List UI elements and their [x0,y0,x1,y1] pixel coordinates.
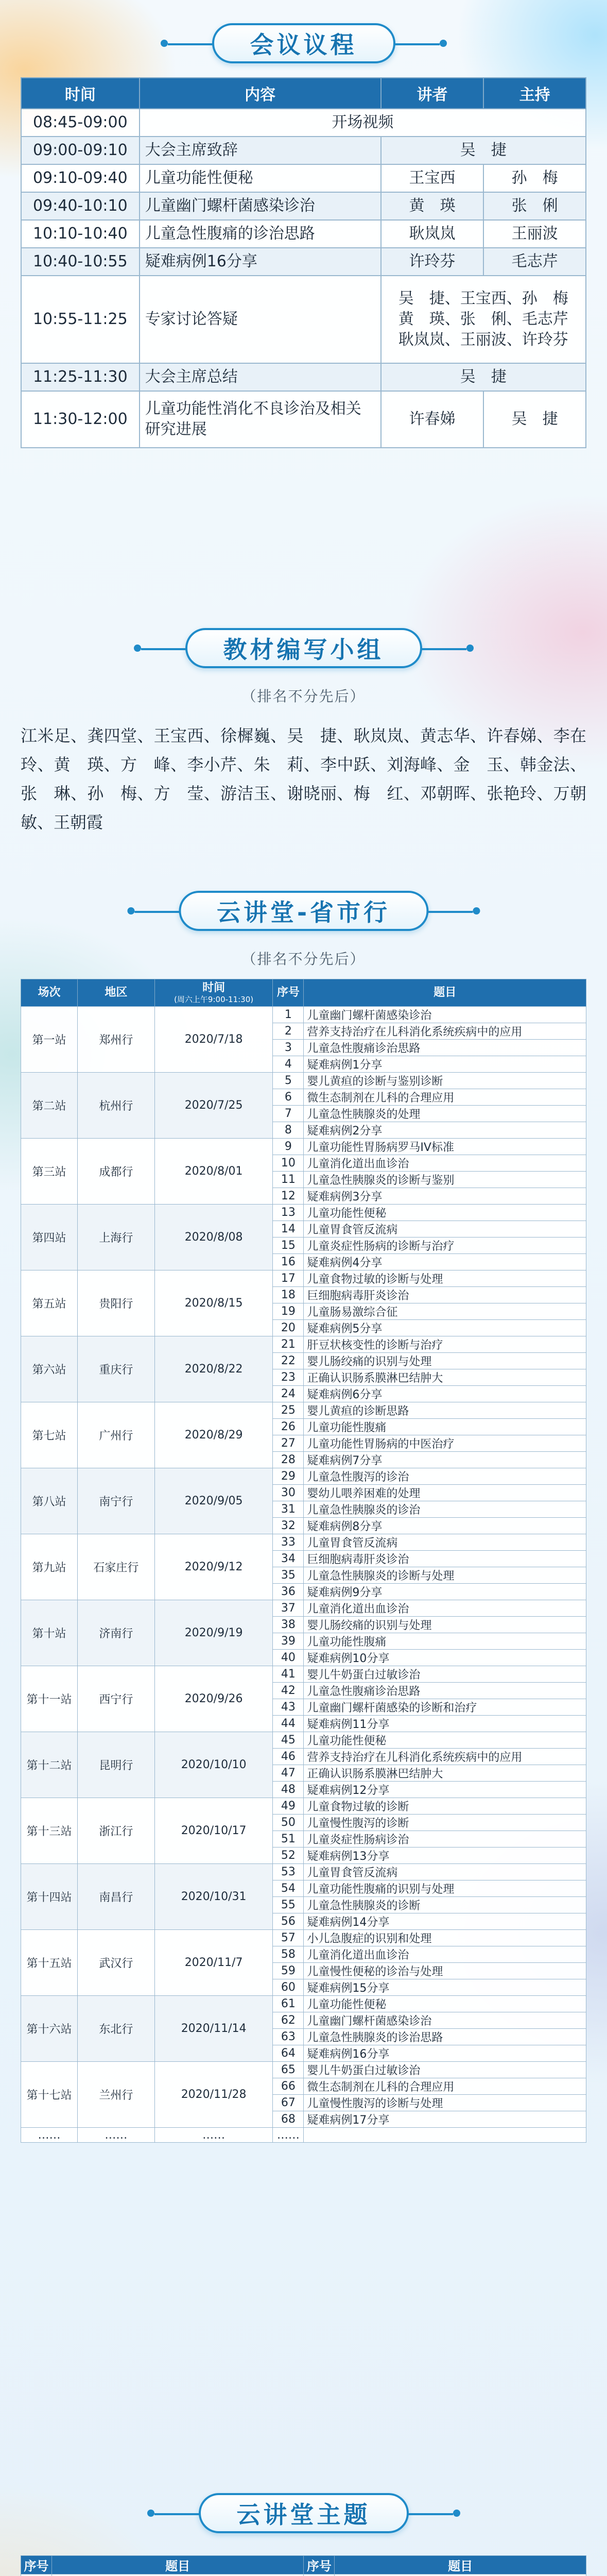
rank-note: （排名不分先后） [241,951,366,968]
tour-date: 2020/8/01 [154,1139,273,1205]
tour-item-no: 52 [273,1848,304,1864]
agenda-content: 大会主席致辞 [140,137,381,164]
tour-row [21,1666,586,1683]
tour-item-topic: 儿童急性胰腺炎的诊断 [304,1897,586,1913]
topics-no [21,2574,52,2576]
tour-item-no: 63 [273,2029,304,2045]
tour-item-topic: 肝豆状核变性的诊断与治疗 [304,1336,586,1353]
tour-stop: 第七站 [21,1402,78,1468]
tour-stop: 第十七站 [21,2062,78,2128]
agenda-row [21,363,586,391]
tour-item-no: 32 [273,1518,304,1534]
tour-item-topic: 婴儿牛奶蛋白过敏诊治 [304,2062,586,2078]
tour-item-no: 1 [273,1007,304,1023]
tour-item-no: 45 [273,1732,304,1749]
section-title-agenda: 会议议程 [250,31,357,59]
tour-item-no: 5 [273,1073,304,1089]
tour-item-topic: 小儿急腹症的识别和处理 [304,1930,586,1946]
tour-item-no: 15 [273,1238,304,1254]
tour-item-topic: 儿童功能性便秘 [304,1205,586,1221]
tour-stop: 第十五站 [21,1930,78,1996]
tour-item-no: 11 [273,1172,304,1188]
agenda-time: 10:55-11:25 [21,276,140,363]
tour-row [21,1996,586,2012]
agenda-time: 08:45-09:00 [21,109,140,137]
tour-item-topic: 儿童食物过敏的诊断与处理 [304,1270,586,1287]
tour-item-topic: 疑难病例16分享 [304,2045,586,2062]
agenda-row [21,248,586,276]
topics-title [335,2574,586,2576]
agenda-header-time: 时间 [21,78,140,109]
tour-ellipsis: …… [77,2128,154,2143]
tour-item-no: 2 [273,1023,304,1040]
tour-city: 杭州行 [77,1073,154,1139]
tour-row [21,2062,586,2078]
tour-date: 2020/10/17 [154,1798,273,1864]
agenda-table [21,77,586,448]
tour-item-no: 29 [273,1468,304,1485]
tour-item-no: 6 [273,1089,304,1106]
tour-item-topic: 营养支持治疗在儿科消化系统疾病中的应用 [304,1023,586,1040]
section-banner-textbook [185,623,422,673]
tour-row [21,1007,586,1023]
tour-item-topic: 婴儿黄疸的诊断思路 [304,1402,586,1419]
agenda-content: 疑难病例16分享 [140,248,381,276]
tour-item-topic: 儿童急性胰腺炎的诊断与鉴别 [304,1172,586,1188]
tour-stop: 第二站 [21,1073,78,1139]
tour-item-no: 60 [273,1979,304,1996]
tour-item-topic: 儿童胃食管反流病 [304,1864,586,1880]
tour-item-topic: 儿童食物过敏的诊断 [304,1798,586,1815]
tour-row [21,1139,586,1155]
tour-stop: 第三站 [21,1139,78,1205]
tour-item-topic: 疑难病例15分享 [304,1979,586,1996]
tour-item-no: 56 [273,1913,304,1930]
tour-date: 2020/8/22 [154,1336,273,1402]
tour-item-topic: 疑难病例1分享 [304,1056,586,1073]
tour-item-topic: 儿童急性胰腺炎的处理 [304,1106,586,1122]
tour-item-no: 30 [273,1485,304,1501]
agenda-content: 开场视频 [140,109,586,137]
tour-header-time-sub: (周六上午9:00-11:30) [174,995,254,1004]
tour-item-no: 28 [273,1452,304,1468]
tour-row [21,1930,586,1946]
tour-item-topic: 疑难病例17分享 [304,2111,586,2128]
tour-stop: 第五站 [21,1270,78,1336]
tour-item-topic: 巨细胞病毒肝炎诊治 [304,1287,586,1303]
tour-item-no: 44 [273,1716,304,1732]
tour-item-topic: 疑难病例4分享 [304,1254,586,1270]
tour-city: 兰州行 [77,2062,154,2128]
agenda-time: 10:10-10:40 [21,220,140,248]
tour-row [21,1732,586,1749]
tour-item-no: 4 [273,1056,304,1073]
tour-item-no: 14 [273,1221,304,1238]
tour-item-no: 25 [273,1402,304,1419]
tour-item-no: 53 [273,1864,304,1880]
tour-item-no: 23 [273,1369,304,1386]
tour-city: 浙江行 [77,1798,154,1864]
tour-item-no: 9 [273,1139,304,1155]
agenda-speaker: 吴 捷 [381,363,586,391]
rank-note: （排名不分先后） [241,688,366,705]
tour-ellipsis [304,2128,586,2143]
tour-table [21,979,586,2143]
agenda-content: 儿童功能性便秘 [140,164,381,192]
textbook-names: 江米足、龚四堂、王宝西、徐樨巍、吴 捷、耿岚岚、黄志华、许春娣、李在玲、黄 瑛、方 峰、李小芹、朱 莉、李中跃、刘海峰、金 玉、韩金法、张 琳、孙 梅、方 莹、游洁玉、谢晓丽、梅 红、邓朝晖、张艳玲、万朝敏、王朝霞 [21,726,586,832]
tour-stop: 第六站 [21,1336,78,1402]
section-title-textbook: 教材编写小组 [223,636,384,664]
tour-item-no: 3 [273,1040,304,1056]
agenda-row [21,164,586,192]
tour-item-no: 31 [273,1501,304,1518]
tour-date: 2020/10/31 [154,1864,273,1930]
tour-city: 武汉行 [77,1930,154,1996]
topics-title [51,2574,303,2576]
tour-date: 2020/9/12 [154,1534,273,1600]
tour-item-topic: 儿童消化道出血诊治 [304,1946,586,1963]
tour-date: 2020/11/28 [154,2062,273,2128]
tour-row [21,1600,586,1617]
tour-date: 2020/8/15 [154,1270,273,1336]
tour-item-topic: 疑难病例3分享 [304,1188,586,1205]
agenda-content: 大会主席总结 [140,363,381,391]
agenda-panel-speakers: 吴 捷、王宝西、孙 梅 黄 瑛、张 俐、毛志芹 耿岚岚、王丽波、许玲芬 [381,276,586,363]
tour-city: 石家庄行 [77,1534,154,1600]
tour-item-no: 48 [273,1782,304,1798]
agenda-row [21,391,586,448]
tour-item-no: 7 [273,1106,304,1122]
tour-row [21,1534,586,1551]
agenda-header-speaker: 讲者 [381,78,484,109]
tour-item-topic: 儿童胃食管反流病 [304,1221,586,1238]
tour-item-topic: 营养支持治疗在儿科消化系统疾病中的应用 [304,1749,586,1765]
tour-ellipsis: …… [21,2128,78,2143]
tour-item-topic: 儿童胃食管反流病 [304,1534,586,1551]
tour-item-topic: 儿童幽门螺杆菌感染的诊断和治疗 [304,1699,586,1716]
tour-city: 济南行 [77,1600,154,1666]
tour-item-no: 17 [273,1270,304,1287]
tour-item-no: 21 [273,1336,304,1353]
tour-item-topic: 儿童功能性胃肠病罗马IV标准 [304,1139,586,1155]
tour-item-no: 22 [273,1353,304,1369]
tour-stop: 第十四站 [21,1864,78,1930]
agenda-host: 吴 捷 [483,391,586,448]
tour-date: 2020/9/19 [154,1600,273,1666]
agenda-time: 09:10-09:40 [21,164,140,192]
tour-row [21,1205,586,1221]
tour-item-no: 66 [273,2078,304,2095]
agenda-speaker: 王宝西 [381,164,484,192]
tour-item-topic: 疑难病例10分享 [304,1650,586,1666]
tour-row [21,1468,586,1485]
tour-item-topic: 疑难病例13分享 [304,1848,586,1864]
agenda-host: 孙 梅 [483,164,586,192]
tour-city: 东北行 [77,1996,154,2062]
tour-city: 重庆行 [77,1336,154,1402]
tour-item-topic: 微生态制剂在儿科的合理应用 [304,1089,586,1106]
tour-item-no: 12 [273,1188,304,1205]
agenda-content: 儿童急性腹痛的诊治思路 [140,220,381,248]
tour-date: 2020/8/29 [154,1402,273,1468]
tour-item-no: 34 [273,1551,304,1567]
tour-row [21,1798,586,1815]
agenda-time: 11:25-11:30 [21,363,140,391]
tour-header-city: 地区 [77,979,154,1007]
tour-city: 上海行 [77,1205,154,1270]
tour-row [21,1402,586,1419]
tour-item-topic: 婴幼儿喂养困难的处理 [304,1485,586,1501]
tour-date: 2020/11/14 [154,1996,273,2062]
agenda-time: 09:00-09:10 [21,137,140,164]
tour-item-topic: 儿童功能性便秘 [304,1996,586,2012]
tour-item-topic: 疑难病例11分享 [304,1716,586,1732]
agenda-speaker: 耿岚岚 [381,220,484,248]
tour-item-topic: 正确认识肠系膜淋巴结肿大 [304,1369,586,1386]
tour-item-no: 68 [273,2111,304,2128]
tour-item-no: 20 [273,1320,304,1336]
agenda-speaker: 吴 捷 [381,137,586,164]
tour-item-no: 24 [273,1386,304,1402]
agenda-time: 09:40-10:10 [21,192,140,220]
tour-item-topic: 儿童幽门螺杆菌感染诊治 [304,1007,586,1023]
tour-item-no: 40 [273,1650,304,1666]
tour-header-topic: 题目 [304,979,586,1007]
tour-item-no: 39 [273,1633,304,1650]
tour-item-no: 64 [273,2045,304,2062]
tour-item-topic: 儿童功能性胃肠病的中医治疗 [304,1435,586,1452]
topics-table [21,2555,586,2576]
tour-header-time: 时间 (周六上午9:00-11:30) [154,979,273,1007]
tour-item-topic: 儿童功能性腹痛的识别与处理 [304,1880,586,1897]
tour-city: 南宁行 [77,1468,154,1534]
tour-item-no: 46 [273,1749,304,1765]
tour-item-topic: 疑难病例14分享 [304,1913,586,1930]
tour-item-topic: 疑难病例6分享 [304,1386,586,1402]
tour-item-no: 19 [273,1303,304,1320]
tour-date: 2020/7/18 [154,1007,273,1073]
tour-city: 西宁行 [77,1666,154,1732]
tour-ellipsis: …… [273,2128,304,2143]
tour-item-topic: 疑难病例12分享 [304,1782,586,1798]
tour-item-topic: 疑难病例8分享 [304,1518,586,1534]
tour-item-no: 47 [273,1765,304,1782]
topics-header-no: 序号 [21,2556,52,2574]
agenda-row [21,192,586,220]
tour-row-ellipsis [21,2128,586,2143]
tour-stop: 第十六站 [21,1996,78,2062]
tour-stop: 第十站 [21,1600,78,1666]
tour-item-no: 43 [273,1699,304,1716]
tour-item-no: 8 [273,1122,304,1139]
tour-item-no: 42 [273,1683,304,1699]
agenda-host: 张 俐 [483,192,586,220]
agenda-speaker: 许春娣 [381,391,484,448]
tour-item-no: 59 [273,1963,304,1979]
tour-date: 2020/9/05 [154,1468,273,1534]
tour-item-no: 51 [273,1831,304,1848]
tour-item-no: 65 [273,2062,304,2078]
section-title-tour: 云讲堂-省市行 [216,899,391,926]
tour-item-no: 35 [273,1567,304,1584]
tour-item-topic: 疑难病例5分享 [304,1320,586,1336]
tour-item-topic: 儿童肠易激综合征 [304,1303,586,1320]
tour-item-topic: 儿童急性腹泻的诊治 [304,1468,586,1485]
tour-item-no: 54 [273,1880,304,1897]
topics-no [304,2574,335,2576]
tour-item-topic: 儿童功能性腹痛 [304,1419,586,1435]
tour-stop: 第四站 [21,1205,78,1270]
tour-city: 广州行 [77,1402,154,1468]
section-title-topics: 云讲堂主题 [236,2501,371,2529]
agenda-content: 儿童幽门螺杆菌感染诊治 [140,192,381,220]
tour-stop: 第八站 [21,1468,78,1534]
tour-item-no: 41 [273,1666,304,1683]
agenda-content: 儿童功能性消化不良诊治及相关研究进展 [140,391,381,448]
topics-header-title: 题目 [51,2556,303,2574]
tour-item-no: 58 [273,1946,304,1963]
agenda-time: 10:40-10:55 [21,248,140,276]
tour-item-topic: 婴儿黄疸的诊断与鉴别诊断 [304,1073,586,1089]
tour-item-topic: 婴儿牛奶蛋白过敏诊治 [304,1666,586,1683]
tour-item-no: 18 [273,1287,304,1303]
agenda-host: 毛志芹 [483,248,586,276]
tour-city: 贵阳行 [77,1270,154,1336]
tour-item-topic: 儿童急性胰腺炎的诊治思路 [304,2029,586,2045]
tour-item-no: 27 [273,1435,304,1452]
tour-city: 郑州行 [77,1007,154,1073]
tour-item-no: 33 [273,1534,304,1551]
tour-date: 2020/8/08 [154,1205,273,1270]
topics-header-no: 序号 [304,2556,335,2574]
tour-item-topic: 正确认识肠系膜淋巴结肿大 [304,1765,586,1782]
tour-item-topic: 儿童功能性腹痛 [304,1633,586,1650]
tour-item-topic: 儿童慢性便秘的诊治与处理 [304,1963,586,1979]
tour-item-no: 38 [273,1617,304,1633]
tour-item-topic: 婴儿肠绞痛的识别与处理 [304,1353,586,1369]
tour-item-no: 37 [273,1600,304,1617]
tour-header-no: 序号 [273,979,304,1007]
tour-city: 成都行 [77,1139,154,1205]
tour-city: 昆明行 [77,1732,154,1798]
tour-item-topic: 疑难病例9分享 [304,1584,586,1600]
tour-item-no: 57 [273,1930,304,1946]
agenda-host: 王丽波 [483,220,586,248]
tour-item-topic: 儿童炎症性肠病诊治 [304,1831,586,1848]
topics-header-title: 题目 [335,2556,586,2574]
agenda-row [21,109,586,137]
tour-item-no: 50 [273,1815,304,1831]
tour-item-no: 10 [273,1155,304,1172]
tour-item-topic: 儿童炎症性肠病的诊断与治疗 [304,1238,586,1254]
tour-item-no: 49 [273,1798,304,1815]
tour-stop: 第十二站 [21,1732,78,1798]
tour-date: 2020/7/25 [154,1073,273,1139]
tour-item-topic: 儿童慢性腹泻的诊断与处理 [304,2095,586,2111]
tour-item-topic: 疑难病例7分享 [304,1452,586,1468]
tour-item-topic: 儿童幽门螺杆菌感染诊治 [304,2012,586,2029]
tour-item-no: 13 [273,1205,304,1221]
agenda-row [21,276,586,363]
tour-ellipsis: …… [154,2128,273,2143]
tour-item-topic: 巨细胞病毒肝炎诊治 [304,1551,586,1567]
tour-item-topic: 儿童功能性便秘 [304,1732,586,1749]
tour-stop: 第十一站 [21,1666,78,1732]
tour-item-topic: 儿童急性胰腺炎的诊治 [304,1501,586,1518]
agenda-content: 专家讨论答疑 [140,276,381,363]
tour-stop: 第一站 [21,1007,78,1073]
tour-row [21,1336,586,1353]
agenda-speaker: 许玲芬 [381,248,484,276]
agenda-time: 11:30-12:00 [21,391,140,448]
agenda-header-host: 主持 [483,78,586,109]
tour-row [21,1073,586,1089]
agenda-header-content: 内容 [140,78,381,109]
tour-header-stop: 场次 [21,979,78,1007]
tour-item-topic: 儿童急性胰腺炎的诊断与处理 [304,1567,586,1584]
tour-stop: 第九站 [21,1534,78,1600]
tour-item-no: 36 [273,1584,304,1600]
agenda-speaker: 黄 瑛 [381,192,484,220]
tour-item-no: 61 [273,1996,304,2012]
tour-item-topic: 儿童消化道出血诊治 [304,1155,586,1172]
tour-item-topic: 疑难病例2分享 [304,1122,586,1139]
tour-item-no: 16 [273,1254,304,1270]
topics-row [21,2574,586,2576]
section-banner-agenda [212,19,395,68]
tour-row [21,1270,586,1287]
tour-item-no: 55 [273,1897,304,1913]
tour-row [21,1864,586,1880]
tour-city: 南昌行 [77,1864,154,1930]
tour-date: 2020/11/7 [154,1930,273,1996]
tour-item-topic: 婴儿肠绞痛的识别与处理 [304,1617,586,1633]
tour-item-topic: 儿童消化道出血诊治 [304,1600,586,1617]
section-banner-tour [179,886,428,936]
tour-item-no: 62 [273,2012,304,2029]
tour-item-topic: 儿童急性腹痛诊治思路 [304,1040,586,1056]
tour-item-topic: 微生态制剂在儿科的合理应用 [304,2078,586,2095]
tour-date: 2020/10/10 [154,1732,273,1798]
tour-item-topic: 儿童慢性腹泻的诊断 [304,1815,586,1831]
section-banner-topics [199,2488,409,2538]
tour-stop: 第十三站 [21,1798,78,1864]
tour-item-no: 26 [273,1419,304,1435]
agenda-row [21,137,586,164]
tour-item-topic: 儿童急性腹痛诊治思路 [304,1683,586,1699]
tour-item-no: 67 [273,2095,304,2111]
agenda-row [21,220,586,248]
tour-date: 2020/9/26 [154,1666,273,1732]
